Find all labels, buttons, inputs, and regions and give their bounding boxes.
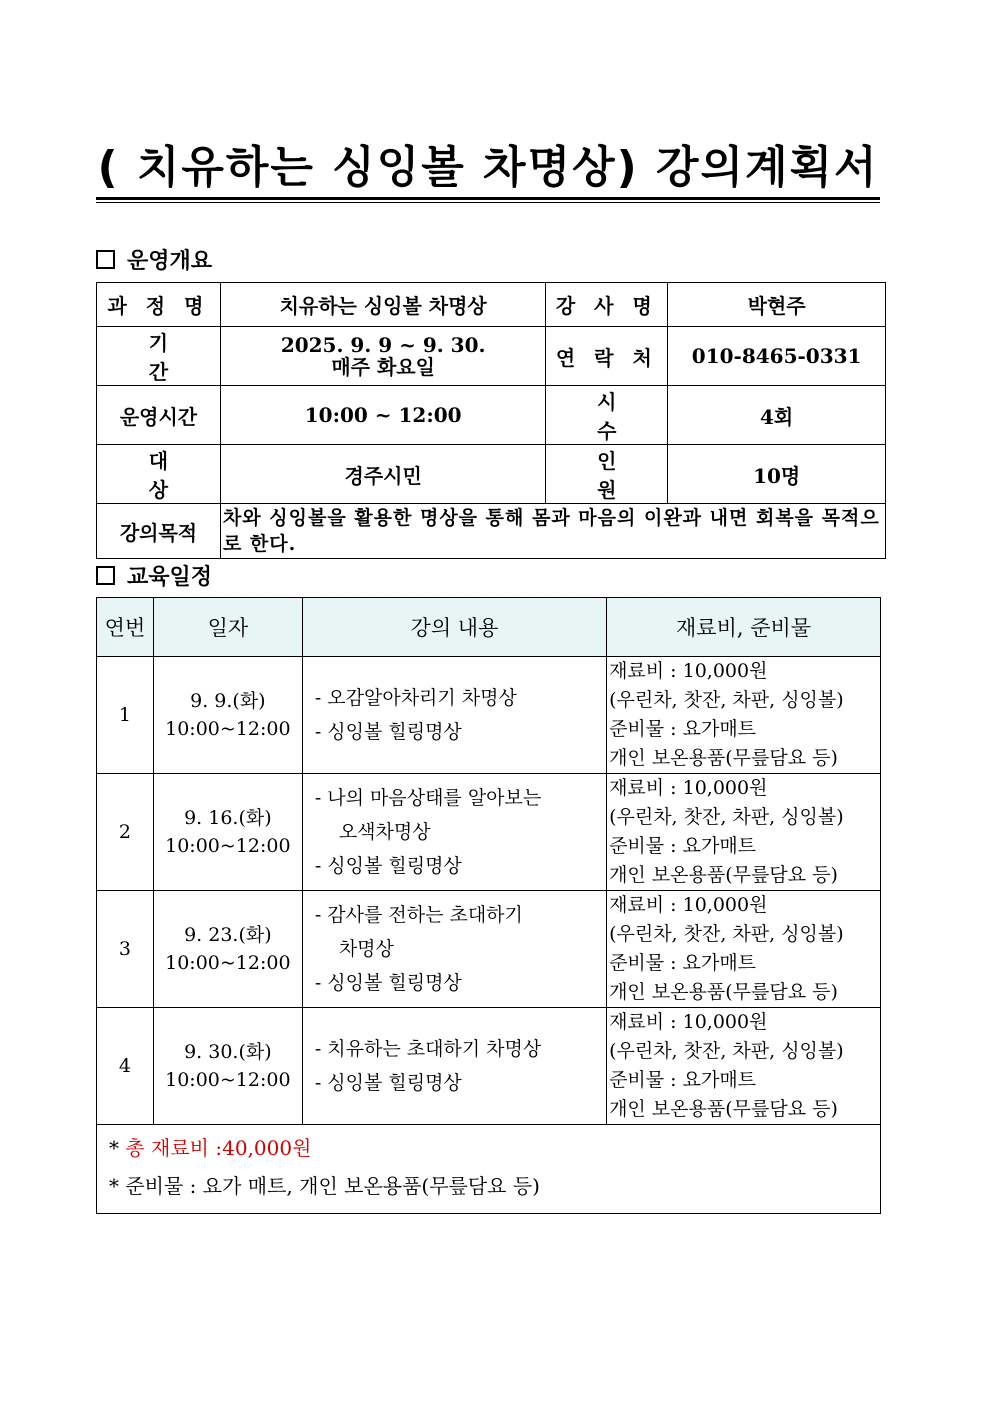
row-materials (607, 1008, 881, 1125)
section-schedule-heading (96, 560, 212, 591)
row-material-line: 개인 보온용품(무릎담요 등) (609, 981, 838, 1003)
row-material-line: 개인 보온용품(무릎담요 등) (609, 747, 838, 769)
header-content: 강의 내용 (302, 598, 606, 657)
target-label: 대상 (97, 445, 221, 504)
row-date-time: 10:00~12:00 (165, 952, 291, 974)
header-no: 연번 (97, 598, 154, 657)
row-content-line: 오색차명상 (338, 821, 431, 843)
table-row (97, 774, 881, 891)
row-material-line: 개인 보온용품(무릎담요 등) (609, 1098, 838, 1120)
row-material-line: 재료비 : 10,000원 (609, 777, 768, 799)
row-material-line: 준비물 : 요가매트 (609, 718, 757, 740)
table-row (97, 891, 881, 1008)
row-material-line: (우린차, 찻잔, 차판, 싱잉볼) (609, 1040, 844, 1062)
row-no: 1 (97, 657, 154, 774)
row-content-line: - 싱잉볼 힐링명상 (314, 721, 462, 743)
purpose-value: 차와 싱잉볼을 활용한 명상을 통해 몸과 마음의 이완과 내면 회복을 목적으로 한다. (220, 504, 885, 559)
schedule-footer (97, 1125, 881, 1214)
contact-label: 연 락 처 (546, 327, 668, 386)
row-material-line: (우린차, 찻잔, 차판, 싱잉볼) (609, 689, 844, 711)
row-content-line: - 싱잉볼 힐링명상 (314, 1072, 462, 1094)
sessions-value: 4회 (668, 386, 886, 445)
course-label: 과 정 명 (97, 283, 221, 327)
row-content (302, 891, 606, 1008)
instructor-value: 박현주 (668, 283, 886, 327)
purpose-label: 강의목적 (97, 504, 221, 559)
row-content-line: - 나의 마음상태를 알아보는 (314, 787, 542, 809)
section-schedule-label: 교육일정 (127, 565, 213, 590)
row-date (153, 774, 302, 891)
total-prefix: * (109, 1136, 119, 1160)
time-label: 운영시간 (97, 386, 221, 445)
row-material-line: 재료비 : 10,000원 (609, 894, 768, 916)
row-date-day: 9. 16.(화) (184, 807, 272, 829)
row-content-line: 차명상 (338, 938, 394, 960)
target-value: 경주시민 (220, 445, 545, 504)
row-material-line: 개인 보온용품(무릎담요 등) (609, 864, 838, 886)
row-material-line: 준비물 : 요가매트 (609, 1069, 757, 1091)
people-value: 10명 (668, 445, 886, 504)
row-no: 3 (97, 891, 154, 1008)
section-overview-label: 운영개요 (127, 249, 213, 274)
row-date-day: 9. 23.(화) (184, 924, 272, 946)
row-content-line: - 감사를 전하는 초대하기 (314, 904, 523, 926)
overview-table (96, 282, 886, 559)
row-material-line: 재료비 : 10,000원 (609, 1011, 768, 1033)
title-underline (96, 197, 880, 200)
row-date (153, 657, 302, 774)
row-material-line: 재료비 : 10,000원 (609, 660, 768, 682)
row-content-line: - 오감알아차리기 차명상 (314, 687, 517, 709)
header-materials: 재료비, 준비물 (607, 598, 881, 657)
page-title: ( 치유하는 싱잉볼 차명상) 강의계획서 (97, 142, 879, 193)
row-material-line: 준비물 : 요가매트 (609, 835, 757, 857)
table-row (97, 657, 881, 774)
row-material-line: (우린차, 찻잔, 차판, 싱잉볼) (609, 923, 844, 945)
checkbox-icon (96, 250, 115, 269)
total-cost-text: 총 재료비 :40,000원 (125, 1136, 312, 1160)
period-value (220, 327, 545, 386)
schedule-table (96, 597, 881, 1214)
header-date: 일자 (153, 598, 302, 657)
row-date (153, 1008, 302, 1125)
checkbox-icon (96, 566, 115, 585)
row-materials (607, 657, 881, 774)
row-content (302, 657, 606, 774)
row-content-line: - 싱잉볼 힐링명상 (314, 855, 462, 877)
row-content (302, 774, 606, 891)
row-content (302, 1008, 606, 1125)
people-label: 인원 (546, 445, 668, 504)
row-materials (607, 891, 881, 1008)
row-date-time: 10:00~12:00 (165, 1069, 291, 1091)
course-value: 치유하는 싱잉볼 차명상 (220, 283, 545, 327)
row-material-line: (우린차, 찻잔, 차판, 싱잉볼) (609, 806, 844, 828)
row-date-time: 10:00~12:00 (165, 835, 291, 857)
contact-value: 010-8465-0331 (668, 327, 886, 386)
title-underline-thin (96, 202, 880, 203)
row-material-line: 준비물 : 요가매트 (609, 952, 757, 974)
row-materials (607, 774, 881, 891)
period-weekday: 매주 화요일 (331, 355, 435, 379)
row-date-time: 10:00~12:00 (165, 718, 291, 740)
table-row (97, 1008, 881, 1125)
period-dates: 2025. 9. 9 ~ 9. 30. (280, 333, 486, 357)
row-date-day: 9. 9.(화) (190, 690, 266, 712)
period-label: 기간 (97, 327, 221, 386)
instructor-label: 강 사 명 (546, 283, 668, 327)
row-no: 2 (97, 774, 154, 891)
row-no: 4 (97, 1008, 154, 1125)
time-value: 10:00 ~ 12:00 (220, 386, 545, 445)
section-overview-heading (96, 244, 212, 275)
sessions-label: 시수 (546, 386, 668, 445)
row-content-line: - 치유하는 초대하기 차명상 (314, 1038, 542, 1060)
prep-items: * 준비물 : 요가 매트, 개인 보온용품(무릎담요 등) (109, 1174, 540, 1198)
row-date (153, 891, 302, 1008)
row-content-line: - 싱잉볼 힐링명상 (314, 972, 462, 994)
total-cost (109, 1129, 880, 1167)
row-date-day: 9. 30.(화) (184, 1041, 272, 1063)
